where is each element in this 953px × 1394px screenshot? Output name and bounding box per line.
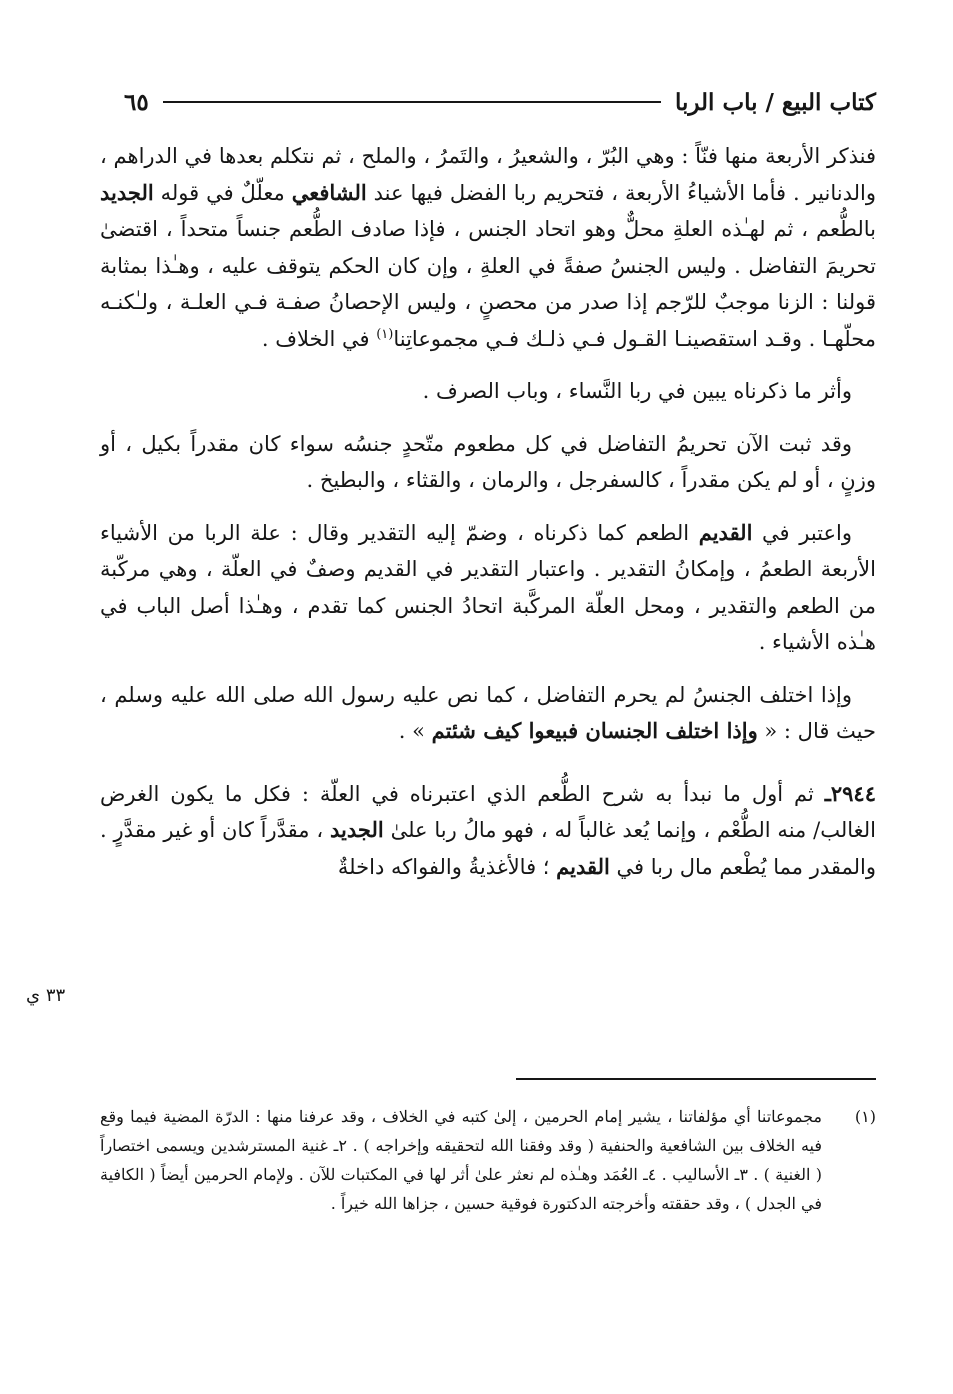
bold-term-jadid: الجديد	[100, 179, 154, 205]
bold-term-qadim: القديم	[698, 519, 753, 545]
paragraph-1-text-b: معلّلٌ في قوله	[153, 180, 292, 205]
paragraph-1-text-c: بالطُّعم ، ثم لهـٰذه العلةِ محلٌّ وهو اتحاد الجنس ، فإذا صادف الطُّعم جنساً متحداً ، اقتضىٰ تحريمَ التفاضل . وليس الجنسُ صفةً في العلةِ ، وإن كان الحكم يتوقف عليه ، وهـٰذا بمثابة قولنا : الزنا موجبٌ للرّجم إذا صدر من محصنٍ ، وليس الإحصانُ صفـة فـي العلـة ، ولـٰكنـه محلّهـا . وقـد استقصينـا القـول فـي ذلـك فـي مجموعاتِنا	[100, 217, 876, 351]
main-text	[100, 138, 876, 901]
footnote-reference-1[interactable]: (١)	[376, 326, 394, 342]
footnote-1	[100, 1102, 876, 1218]
paragraph-4	[100, 515, 876, 661]
bold-term-qadim-2: القديم	[556, 853, 610, 879]
paragraph-1	[100, 138, 876, 357]
page-number: ٦٥	[124, 88, 149, 116]
paragraph-2: وأثر ما ذكرناه يبين في ربا النَّساء ، وباب الصرف .	[422, 379, 852, 403]
paragraph-6	[100, 776, 876, 886]
bold-term-jadid-2: الجديد	[330, 817, 384, 842]
paragraph-6-text-c: ؛ فالأغذيةُ والفواكه داخلةٌ	[337, 854, 557, 879]
paragraph-5-text-b: » .	[398, 719, 432, 743]
footnote-separator	[516, 1078, 876, 1080]
header-rule	[163, 101, 661, 103]
paragraph-5-text-a: وإذا اختلف الجنسُ لم يحرم التفاضل ، كما نص عليه رسول الله صلى الله عليه وسلم ، حيث قال : «	[100, 682, 876, 743]
paragraph-4-text-a: واعتبر في	[752, 520, 852, 545]
paragraph-4-text-b: الطعم كما ذكرناه ، وضمّ إليه التقدير وقال : علة الربا من الأشياء الأربعة الطعمُ ، وإمكانُ التقدير . واعتبار التقدير في القديم وصفٌ في العلّة ، وهي مركّبة من الطعم والتقدير ، ومحل العلّة المركَّبة اتحادُ الجنس كما تقدم ، وهـٰذا أصل الباب في هـٰذه الأشياء .	[100, 520, 876, 654]
paragraph-3: وقد ثبت الآن تحريمُ التفاضل في كل مطعوم متّحدٍ جنسُه سواء كان مقدراً بكيل ، أو وزنٍ ، أو لم يكن مقدراً ، كالسفرجل ، والرمان ، والقثاء ، والبطيخ .	[100, 431, 876, 492]
hadith-quote: وإذا اختلف الجنسان فبيعوا كيف شئتم	[431, 718, 758, 743]
paragraph-5	[100, 677, 876, 750]
issue-number: ٢٩٤٤ـ	[824, 780, 876, 806]
paragraph-6-text-a: ثم أول ما نبدأ به شرح الطُّعم الذي اعتبرناه في العلّة : فكل ما يكون الغرض الغالب/ منه الطُّعْم ، وإنما يُعد غالباً له ، فهو مالُ ربا علىٰ	[100, 781, 876, 842]
paragraph-6-text-b: ، مقدَّراً كان أو غير مقدَّرٍ . والمقدر مما يُطْعم مال ربا في	[100, 818, 876, 879]
footnote-text: مجموعاتنا أي مؤلفاتنا ، يشير إمام الحرمين ، إلىٰ كتبه في الخلاف ، وقد عرفنا منها : الدرّة المضية فيما وقع فيه الخلاف بين الشافعية والحنفية ( وقد وفقنا الله لتحقيقه وإخراجه ) . ٢ـ غنية المسترشدين ويسمى اختصاراً ( الغنية ) . ٣ـ الأساليب . ٤ـ العُمَد وهـٰذه لم نعثر علىٰ أثر لها في المكتبات للآن . ولإمام الحرمين أيضاً ( الكافية في الجدل ) ، وقد حققته وأخرجته الدكتورة فوقية حسين ، جزاها الله خيراً .	[100, 1107, 823, 1213]
bold-term-shafii: الشافعي	[291, 179, 367, 205]
footnote-mark: (١)	[854, 1107, 876, 1126]
manuscript-margin-note: ٣٣ ي	[26, 985, 66, 1006]
footnotes	[100, 1102, 876, 1218]
paragraph-1-text-a: فنذكر الأربعة منها فنّاً : وهي البُرّ ، والشعيرُ ، والتَمرُ ، والملح ، ثم نتكلم بعدها في الدراهم ، والدنانير . فأما الأشياءُ الأربعة ، فتحريم ربا الفضل فيها عند	[100, 144, 876, 205]
page-header	[124, 82, 876, 122]
running-title: كتاب البيع / باب الربا	[674, 88, 876, 116]
paragraph-1-text-d: في الخلاف .	[261, 326, 377, 351]
